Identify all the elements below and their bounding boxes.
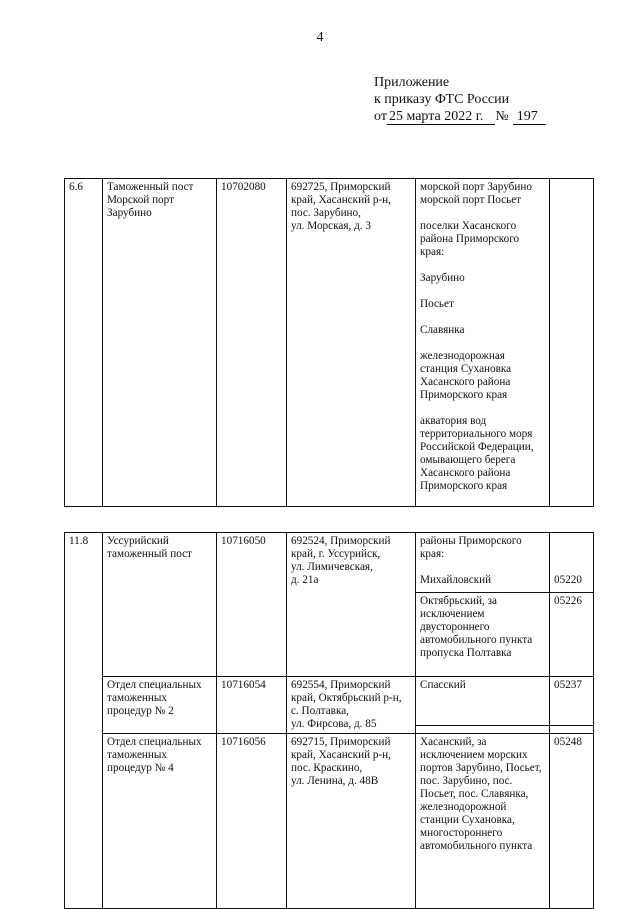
address-line: пос. Зарубино,	[291, 207, 361, 219]
district-cell	[416, 533, 550, 593]
address-line: ул. Морская, д. 3	[291, 220, 371, 232]
unit-name: Уссурийский таможенный пост	[103, 533, 217, 677]
unit-code: 10716050	[217, 533, 287, 677]
table-row	[65, 533, 594, 593]
row-number: 6.6	[65, 179, 103, 507]
address-line: край, Хасанский р-н,	[291, 749, 391, 761]
address-line: пос. Краскино,	[291, 762, 363, 774]
unit-name: Отдел специальных таможенных процедур № 2	[103, 677, 217, 734]
region-port: морской порт Посьет	[420, 194, 522, 206]
region-port: морской порт Зарубино	[420, 181, 532, 193]
address-line: 692715, Приморский	[291, 736, 391, 748]
unit-address	[287, 533, 416, 677]
region-station: железнодорожная станция Сухановка Хасанского района Приморского края	[420, 350, 512, 401]
unit-code: 10716054	[217, 677, 287, 734]
address-line: ул. Фирсова, д. 85	[291, 718, 377, 730]
customs-post-address	[287, 179, 416, 507]
district-code: 05226	[554, 595, 582, 607]
district-cell	[416, 593, 550, 677]
address-line: 692524, Приморский	[291, 535, 391, 547]
district-code-cell	[550, 725, 594, 733]
appendix-order-ref: к приказу ФТС России	[374, 92, 510, 107]
district-code-cell	[550, 734, 594, 909]
region-of-activity	[416, 179, 550, 507]
district-cell	[416, 677, 550, 726]
district-name: Михайловский	[420, 574, 492, 586]
table-row	[65, 677, 594, 726]
customs-post-name: Таможенный пост Морской порт Зарубино	[103, 179, 217, 507]
district-code-cell	[550, 533, 594, 593]
district-code-cell	[550, 593, 594, 677]
district-name: Октябрьский, за исключением двустороннего автомобильного пункта пропуска Полтавка	[420, 595, 533, 659]
appendix-header	[374, 74, 546, 125]
row-number: 11.8	[65, 533, 103, 909]
page-number: 4	[316, 30, 324, 45]
order-date: 25 марта 2022 г.	[387, 110, 495, 125]
address-line: край, Хасанский р-н,	[291, 194, 391, 206]
table-row	[65, 734, 594, 909]
order-from-label: от	[374, 109, 387, 124]
region-settlement: Посьет	[420, 298, 454, 310]
address-line: 692725, Приморский	[291, 181, 391, 193]
region-settlement: Зарубино	[420, 272, 465, 284]
district-code-cell	[550, 677, 594, 726]
okato-code-cell	[550, 179, 594, 507]
district-code: 05248	[554, 736, 582, 748]
district-cell	[416, 725, 550, 733]
unit-address	[287, 734, 416, 909]
unit-name: Отдел специальных таможенных процедур № 4	[103, 734, 217, 909]
district-name: Спасский	[420, 679, 466, 691]
address-line: ул. Лимичевская,	[291, 561, 373, 573]
address-line: д. 21а	[291, 574, 319, 586]
address-line: 692554, Приморский	[291, 679, 391, 691]
address-line: ул. Ленина, д. 48В	[291, 775, 379, 787]
customs-table-2	[64, 532, 594, 909]
district-name: Хасанский, за исключением морских портов Зарубино, Посьет, пос. Зарубино, пос. Посьет, пос. Славянка, железнодорожной станции Сухановка, многостороннего автомобильного пункта	[420, 736, 542, 852]
table-row	[65, 179, 594, 507]
district-cell	[416, 734, 550, 909]
address-line: край, Октябрьский р-н,	[291, 692, 402, 704]
district-code: 05220	[554, 574, 582, 586]
region-waters: акватория вод территориального моря Российской Федерации, омывающего берега Хасанского района Приморского края	[420, 415, 534, 492]
order-number: 197	[513, 110, 546, 125]
customs-post-code: 10702080	[217, 179, 287, 507]
appendix-title: Приложение	[374, 75, 450, 90]
order-number-label: №	[495, 109, 509, 124]
region-settlements-title: поселки Хасанского района Приморского края:	[420, 220, 520, 258]
address-line: край, г. Уссурийск,	[291, 548, 381, 560]
unit-address	[287, 677, 416, 734]
unit-code: 10716056	[217, 734, 287, 909]
district-code: 05237	[554, 679, 582, 691]
order-date-number	[374, 108, 546, 125]
customs-table-1	[64, 178, 594, 507]
region-settlement: Славянка	[420, 324, 465, 336]
region-title: районы Приморского края:	[420, 535, 522, 560]
address-line: с. Полтавка,	[291, 705, 349, 717]
